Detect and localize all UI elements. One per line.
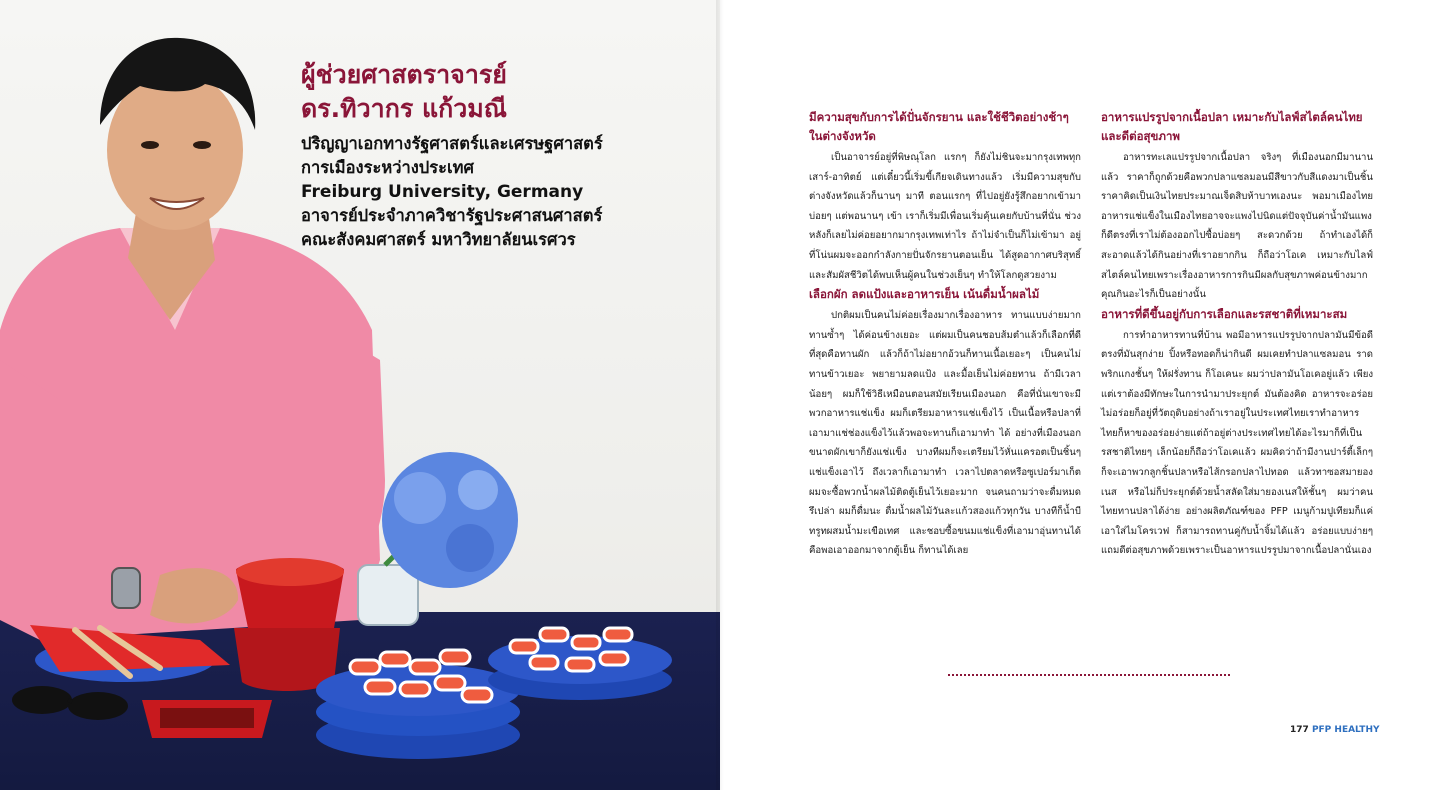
section-brand: PFP HEALTHY — [1311, 725, 1380, 735]
author-title — [301, 58, 711, 126]
article-column-left — [809, 108, 1081, 561]
page-number: 177 — [1290, 725, 1309, 735]
left-eye — [141, 141, 159, 149]
right-eye — [193, 141, 211, 149]
body-paragraph: การทำอาหารทานที่บ้าน พอมีอาหารแปรรูปจากปลามันมีข้อดีตรงที่มันสุกง่าย ปิ้งหรือทอดก็น่ากินดี ผมเคยทำปลาแซลมอน ราดพริกแกงชั้นๆ ให้ฝรั่งทาน ก็โอเคนะ ผมว่าปลามันโอเคอยู่แล้ว เพียงแต่เราต้องมีทักษะในการนำมาประยุกต์ มันต้องคิด อาหารจะอร่อยไม่อร่อยก็อยู่ที่วัตถุดิบอย่างถ้าเราอยู่ในประเทศไทยเราทำอาหารไทยก็หาของอร่อยง่ายแต่ถ้าอยู่ต่างประเทศไทยได้อะไรมาก็ที่เป็นรสชาติไทยๆ เล็กน้อยก็ถือว่าโอเคแล้ว ผมคิดว่าถ้ามีงานปาร์ตี้เล็กๆ ก็จะเอาพวกลูกชิ้นปลาหรือไส้กรอกปลาไปทอด แล้วทาซอสมายองเนส หรือไม่ก็ประยุกต์ด้วยน้ำสลัดใส่มายองเนสให้ชั้นๆ ผมว่าคนไทยทานปลาได้ง่าย อย่างผลิตภัณฑ์ของ PFP เมนูก้ามปูเทียมก็แค่เอาใส่ไมโครเวฟ ก็สามารถทานคู่กับน้ำจิ้มได้แล้ว อร่อยแบบง่ายๆ แถมดีต่อสุขภาพด้วยเพราะเป็นอาหารแปรรูปมาจากเนื้อปลานั่นเอง — [1101, 329, 1373, 557]
credential-line: Freiburg University, Germany — [301, 182, 584, 202]
credential-line: การเมืองระหว่างประเทศ — [301, 158, 474, 177]
body-paragraph: อาหารทะเลแปรรูปจากเนื้อปลา จริงๆ ที่เมืองนอกมีมานานแล้ว ราคาก็ถูกด้วยคือพวกปลาแซลมอนมีสีขาวกับสีแดงมาเป็นชิ้นราคาคิดเป็นเงินไทยประมาณเจ็ดสิบห้าบาทเองนะ พอมาเมืองไทย อาหารแช่แข็งในเมืองไทยอาจจะแพงไปนิดแต่ปัจจุบันค่าน้ำมันแพง ก็ดีตรงที่เราไม่ต้องออกไปซื้อบ่อยๆ สะดวกด้วย ถ้าทำเองได้ก็สะอาดแล้วได้กินอย่างที่เราอยากกิน ก็ถือว่าโอเค เหมาะกับไลฟ์สไตล์คนไทยเพราะเรื่องอาหารการกินมีผลกับสุขภาพค่อนข้างมาก คุณกินอะไรก็เป็นอย่างนั้น — [1101, 152, 1373, 301]
sunglasses — [12, 686, 128, 720]
page-folio — [1290, 725, 1380, 735]
section-heading: อาหารที่ดีขึ้นอยู่กับการเลือกและรสชาติที่เหมาะสม — [1101, 306, 1348, 321]
article-column-right — [1101, 108, 1373, 561]
author-block — [301, 58, 711, 252]
page-gutter — [716, 0, 724, 790]
red-bowl-rim — [236, 558, 344, 586]
text-page — [720, 0, 1440, 790]
credential-line: อาจารย์ประจำภาควิชารัฐประศาสนศาสตร์ — [301, 206, 603, 225]
body-paragraph: ปกติผมเป็นคนไม่ค่อยเรื่องมากเรื่องอาหาร ทานแบบง่ายมาก ทานซ้ำๆ ได้ค่อนข้างเยอะ แต่ผมเป็นคนชอบส้มตำแล้วก็เลือกที่ดีที่สุดคือทานผัก แล้วก็ถ้าไม่อยากอ้วนก็ทานเนื้อเยอะๆ เป็นคนไม่ทานข้าวเยอะ พยายามลดแป้ง และมื้อเย็นไม่ค่อยทาน ถ้ามีเวลาน้อยๆ ผมก็ใช้วิธีเหมือนตอนสมัยเรียนเมืองนอก คือที่นั่นเขาจะมีพวกอาหารแช่แข็ง ผมก็เตรียมอาหารแช่แข็งไว้ เป็นเนื้อหรือปลาที่เอามาแช่ช่องแข็งไว้แล้วพอจะทานก็เอามาทำ ได้ อย่างที่เมืองนอกขนาดผักเขาก็ยังแช่แข็ง บางทีผมก็จะเตรียมไว้หั่นแครอตเป็นชิ้นๆ แช่แข็งเอาไว้ ถึงเวลาก็เอามาทำ เวลาไปตลาดหรือซูเปอร์มาเก็ตผมจะซื้อพวกน้ำผลไม้ติดตู้เย็นไว้เยอะมาก จนคนถามว่าจะดื่มหมดรึเปล่า ผมก็ดื่มนะ ดื่มน้ำผลไม้วันละแก้วสองแก้วทุกวัน บางทีก็น้ำบีทรูทผสมน้ำมะเขือเทศ และชอบซื้อขนมแช่แข็งที่เอามาอุ่นทานได้ คือพอเอาออกมาจากตู้เย็น ก็ทานได้เลย — [809, 310, 1081, 557]
author-academic-rank: ผู้ช่วยศาสตราจารย์ — [301, 60, 507, 89]
section-heading: มีความสุขกับการได้ปั่นจักรยาน และใช้ชีวิตอย่างช้าๆ ในต่างจังหวัด — [809, 110, 1069, 143]
credential-line: ปริญญาเอกทางรัฐศาสตร์และเศรษฐศาสตร์ — [301, 134, 603, 153]
hydrangea — [382, 452, 518, 588]
author-credentials — [301, 132, 711, 252]
credential-line: คณะสังคมศาสตร์ มหาวิทยาลัยนเรศวร — [301, 230, 576, 249]
section-heading: อาหารแปรรูปจากเนื้อปลา เหมาะกับไลฟ์สไตล์คนไทยและดีต่อสุขภาพ — [1101, 110, 1363, 143]
author-name: ดร.ทิวากร แก้วมณี — [301, 94, 507, 123]
body-paragraph: เป็นอาจารย์อยู่ที่พิษณุโลก แรกๆ ก็ยังไม่ชินจะมากรุงเทพทุกเสาร์-อาทิตย์ แต่เดี๋ยวนี้เริ่มขี้เกียจเดินทางแล้ว เริ่มมีความสุขกับต่างจังหวัดแล้วก็นานๆ มาที ตอนแรกๆ ที่ไปอยู่ยังรู้สึกอยากเข้ามาบ่อยๆ แต่พอนานๆ เข้า เราก็เริ่มมีเพื่อนเริ่มคุ้นเคยกับบ้านที่นั่น ช่วงหลังก็เลยไม่ค่อยอยากมากรุงเทพเท่าไร ถ้าไม่จำเป็นก็ไม่เข้ามา อยู่ที่โน่นผมจะออกกำลังกายปั่นจักรยานตอนเย็น ได้สูดอากาศบริสุทธิ์และสัมผัสชีวิตได้พบเห็นผู้คนในช่วงเย็นๆ ทำให้โลกดูสวยงาม — [809, 152, 1081, 281]
section-heading: เลือกผัก ลดแป้งและอาหารเย็น เน้นดื่มน้ำผลไม้ — [809, 287, 1040, 302]
dotted-divider — [948, 674, 1230, 676]
wristwatch — [112, 568, 140, 608]
